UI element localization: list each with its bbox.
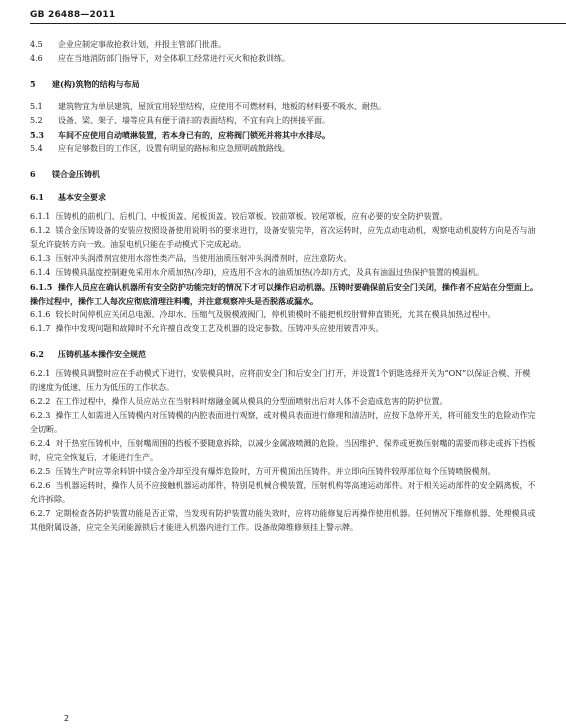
clause-text: 操作工人如需进入压铸模内对压铸模的内腔表面进行观察，或对模具表面进行修理和清洁时，应按下急停开关，将可能发生的危险动作完全切断。 bbox=[30, 411, 536, 434]
section-5-heading bbox=[30, 77, 538, 91]
clause-text: 设备、梁、架子、墙等应具有便于清扫的表面结构，不宜有向上的拼接平面。 bbox=[58, 116, 330, 125]
clause-6-1-6 bbox=[30, 308, 538, 322]
clause-6-2-5 bbox=[30, 465, 538, 479]
section-number: 5 bbox=[30, 79, 36, 89]
header-rule bbox=[30, 23, 566, 24]
clause-6-2-3 bbox=[30, 409, 538, 437]
section-6-1-heading bbox=[30, 190, 538, 204]
clause-number: 6.1.4 bbox=[30, 268, 51, 277]
clause-text: 车间不应使用自动喷淋装置，若本身已有的，应将阀门锁死并将其中水排尽。 bbox=[58, 130, 330, 140]
clause-number: 6.1.3 bbox=[30, 254, 51, 263]
clause-6-1-7 bbox=[30, 322, 538, 336]
section-number: 6 bbox=[30, 169, 36, 179]
clause-number: 6.2.6 bbox=[30, 481, 51, 490]
clause-5-4 bbox=[30, 142, 538, 156]
clause-6-1-1 bbox=[30, 210, 538, 224]
standard-code: GB 26488—2011 bbox=[30, 10, 116, 20]
section-title: 建(构)筑物的结构与布局 bbox=[52, 79, 140, 89]
clause-text: 对于热室压铸机中，压射嘴周围的挡板不要随意拆除，以减少金属液喷溅的危险。当因维护、保养或更换压射嘴的需要而移走或拆下挡板时，应完全恢复后，才能进行生产。 bbox=[30, 439, 536, 462]
clause-number: 6.2.5 bbox=[30, 467, 51, 476]
clause-4-6 bbox=[30, 52, 538, 66]
clause-text: 应在当地消防部门指导下，对全体职工经常进行灭火和抢救训练。 bbox=[58, 54, 290, 63]
clause-text: 操作中发现问题和故障时不允许擅自改变工艺及机器的设定参数。压铸冲头应使用铍青冲头。 bbox=[55, 324, 384, 333]
clause-number: 5.2 bbox=[30, 116, 43, 125]
section-title: 镁合金压铸机 bbox=[52, 169, 100, 179]
clause-6-2-1 bbox=[30, 367, 538, 395]
section-6-2-heading bbox=[30, 347, 538, 361]
clause-text: 压铸机的前机门、后机门、中板顶盖、尾板顶盖、铰后罩板、铰前罩板、铰尾罩板，应有必要的安全防护装置。 bbox=[55, 212, 448, 221]
clause-text: 压铸模具温度控制避免采用水介质加热(冷却)，应选用不含水的油质加热(冷却)方式，及具有油温过热保护装置的模温机。 bbox=[55, 268, 484, 277]
clause-number: 6.1.7 bbox=[30, 324, 51, 333]
section-title: 压铸机基本操作安全规范 bbox=[58, 349, 146, 359]
clause-text: 镁合金压铸设备的安装应按照设备使用说明书的要求进行，设备安装完毕，首次运转时，应先点动电动机，观察电动机旋转方向是否与油泵允许旋转方向一致。油泵电机只能在手动模式下完成起动。 bbox=[30, 226, 536, 249]
page-number: 2 bbox=[64, 714, 70, 723]
clause-text: 在工作过程中，操作人员应站立在当射料时熔融金属从模具的分型面喷射出后对人体不会造成危害的防护位置。 bbox=[55, 397, 448, 406]
clause-text: 应有足够数目的工作区，设置有明显的路标和应急照明疏散路线。 bbox=[58, 144, 290, 153]
clause-text: 压射冲头润滑剂宜使用水溶性类产品，当使用油质压射冲头润滑剂时，应注意防火。 bbox=[55, 254, 352, 263]
clause-6-2-4 bbox=[30, 437, 538, 465]
clause-number: 4.5 bbox=[30, 40, 43, 49]
clause-6-2-2 bbox=[30, 395, 538, 409]
clause-number: 6.2.3 bbox=[30, 411, 51, 420]
clause-4-5 bbox=[30, 38, 538, 52]
clause-number: 6.1.2 bbox=[30, 226, 51, 235]
clause-text: 较长时间停机应关闭总电源、冷却水、压缩气及脱模液阀门，停机锁模时不能把机绞肘臂伸直锁死，尤其在模具加热过程中。 bbox=[55, 310, 496, 319]
clause-6-1-5 bbox=[30, 280, 538, 308]
clause-text: 当机器运转时，操作人员不应接触机器运动部件，特别是机械合模装置，压射机构等高速运动部件。对于相关运动部件的安全隔离板，不允许拆除。 bbox=[30, 481, 536, 504]
section-number: 6.1 bbox=[30, 192, 44, 202]
clause-number: 6.2.2 bbox=[30, 397, 51, 406]
clause-6-1-2 bbox=[30, 224, 538, 252]
clause-number: 4.6 bbox=[30, 54, 43, 63]
clause-text: 压铸生产时应等余料饼中镁合金冷却至没有爆炸危险时，方可开模顶出压铸件。并立即向压铸件较厚部位每个压铸喷脱模剂。 bbox=[55, 467, 496, 476]
clause-6-2-7 bbox=[30, 507, 538, 535]
clause-6-1-4 bbox=[30, 266, 538, 280]
clause-number: 6.1.1 bbox=[30, 212, 51, 221]
document-body bbox=[30, 38, 538, 535]
clause-5-2 bbox=[30, 114, 538, 128]
clause-6-2-6 bbox=[30, 479, 538, 507]
clause-5-3 bbox=[30, 128, 538, 142]
clause-6-1-3 bbox=[30, 252, 538, 266]
clause-number: 5.3 bbox=[30, 130, 44, 140]
clause-text: 压铸模具调整时应在手动模式下进行，安装模具时，应将前安全门和后安全门打开，并设置1个钥匙选择开关为“ON”以保证合模、开模的速度为低速、压力为低压的工作状态。 bbox=[30, 369, 531, 392]
section-title: 基本安全要求 bbox=[58, 192, 106, 202]
section-number: 6.2 bbox=[30, 349, 44, 359]
clause-number: 6.2.7 bbox=[30, 509, 51, 518]
clause-number: 6.2.1 bbox=[30, 369, 51, 378]
clause-text: 操作人员应在确认机器所有安全防护功能完好的情况下才可以操作启动机器。压铸时要确保前后安全门关闭，操作者不应站在分型面上。操作过程中，操作工人每次应彻底清理注料嘴，并注意观察冲头是否脱落或漏水。 bbox=[30, 282, 538, 306]
clause-number: 6.2.4 bbox=[30, 439, 51, 448]
section-6-heading bbox=[30, 167, 538, 181]
clause-number: 5.4 bbox=[30, 144, 43, 153]
clause-5-1 bbox=[30, 100, 538, 114]
clause-text: 企业应制定事故抢救计划，并报主管部门批准。 bbox=[58, 40, 226, 49]
clause-text: 建筑物宜为单层建筑，屋顶宜用轻型结构，应使用不可燃材料，地板的材料要不吸水、耐热。 bbox=[58, 102, 386, 111]
clause-number: 5.1 bbox=[30, 102, 43, 111]
clause-number: 6.1.5 bbox=[30, 282, 53, 292]
clause-number: 6.1.6 bbox=[30, 310, 51, 319]
clause-text: 定期检查各防护装置功能是否正常，当发现有防护装置功能失效时，应将功能修复后再操作使用机器。任何情况下维修机器、处理模具或其他附属设备，应完全关闭能源锁后才能进入机器内进行工作。设备故障维修须挂上警示牌。 bbox=[30, 509, 536, 532]
